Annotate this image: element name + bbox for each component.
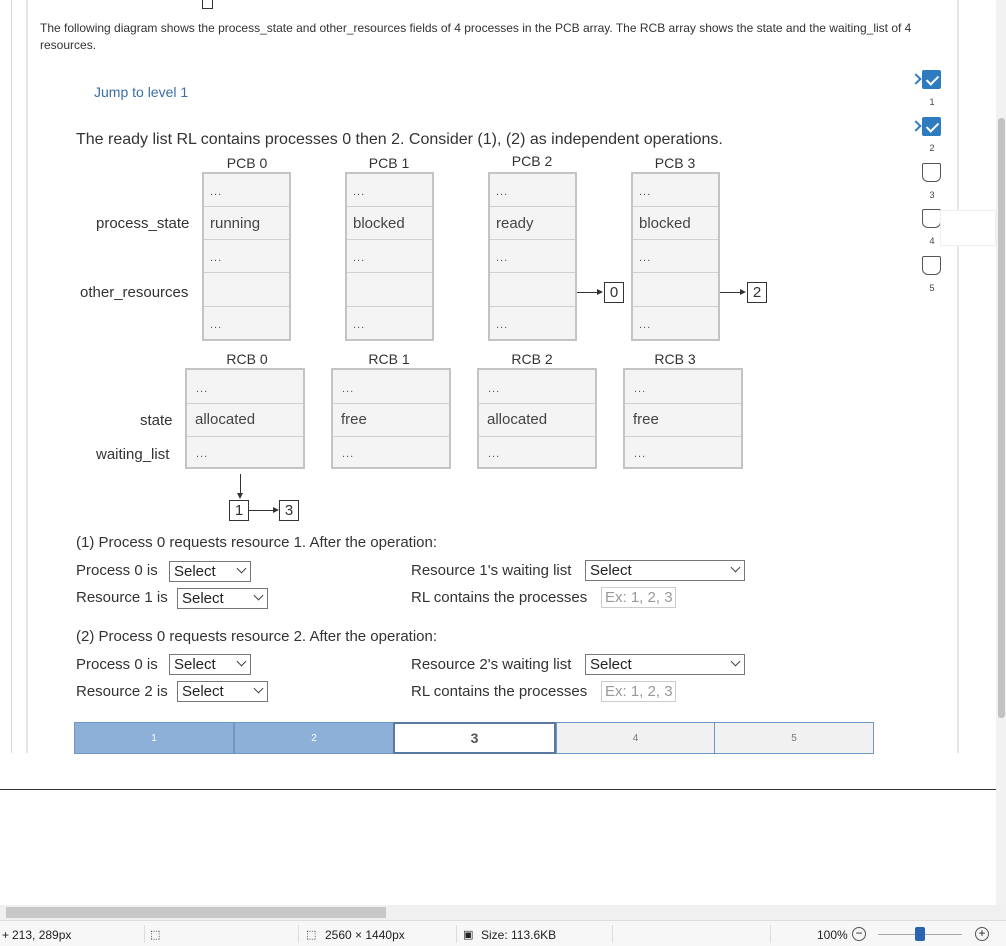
chevron-right-icon bbox=[911, 70, 920, 88]
cursor-icon: + bbox=[2, 928, 10, 942]
rcb-dots: ... bbox=[333, 370, 449, 404]
pcb-header-2: PCB 2 bbox=[511, 153, 553, 169]
left-rule bbox=[11, 0, 12, 753]
zoom-out-icon[interactable]: − bbox=[852, 927, 866, 941]
pcb-state-2: ready bbox=[490, 207, 575, 240]
q1-process-value: Select bbox=[174, 563, 216, 580]
q2-waiting-select[interactable] bbox=[585, 654, 745, 675]
status-separator bbox=[298, 925, 299, 943]
pcb-dots: ... bbox=[347, 240, 432, 273]
rcb-header-3: RCB 3 bbox=[654, 351, 696, 367]
pcb-dots: ... bbox=[490, 174, 575, 207]
other-resources-label: other_resources bbox=[80, 284, 189, 301]
q1-resource-select[interactable] bbox=[177, 588, 268, 609]
image-size-icon: ⬚ bbox=[306, 929, 317, 941]
q2-resource-label: Resource 2 is bbox=[76, 683, 168, 700]
pcb-header-0: PCB 0 bbox=[226, 155, 268, 171]
rcb-header-0: RCB 0 bbox=[226, 351, 268, 367]
pcb2-link-line bbox=[577, 292, 597, 293]
q2-process-label: Process 0 is bbox=[76, 656, 158, 673]
rcb-header-1: RCB 1 bbox=[368, 351, 410, 367]
chevron-down-icon bbox=[254, 684, 264, 694]
q2-rl-input[interactable]: Ex: 1, 2, 3 bbox=[601, 681, 676, 702]
pcb-dots: ... bbox=[633, 240, 718, 273]
q1-title: (1) Process 0 requests resource 1. After the operation: bbox=[76, 534, 438, 551]
q2-process-select[interactable] bbox=[169, 654, 251, 675]
zoom-level: 100% bbox=[817, 928, 848, 942]
rcb-block-0 bbox=[185, 368, 305, 469]
level-check-5[interactable] bbox=[922, 256, 941, 275]
q2-process-value: Select bbox=[174, 656, 216, 673]
chevron-down-icon bbox=[731, 563, 741, 573]
pcb-other-resources-0 bbox=[204, 273, 289, 307]
status-separator bbox=[456, 925, 457, 943]
rcb-dots: ... bbox=[187, 370, 303, 404]
q2-waiting-value: Select bbox=[590, 656, 632, 673]
pcb-dots: ... bbox=[347, 174, 432, 207]
q1-rl-input[interactable]: Ex: 1, 2, 3 bbox=[601, 587, 676, 608]
q2-resource-value: Select bbox=[182, 683, 224, 700]
corner-checkbox[interactable] bbox=[202, 0, 213, 9]
waiting-list-down-arrow bbox=[237, 493, 243, 499]
zoom-in-icon[interactable]: + bbox=[975, 927, 989, 941]
pcb-header-1: PCB 1 bbox=[368, 155, 410, 171]
pcb2-resource-node: 0 bbox=[604, 282, 624, 303]
file-size: Size: 113.6KB bbox=[481, 928, 557, 942]
level-check-1[interactable] bbox=[922, 70, 941, 89]
pcb-block-2 bbox=[488, 172, 577, 341]
rcb-block-1 bbox=[331, 368, 451, 469]
rcb-state-3: free bbox=[625, 404, 741, 437]
q1-waiting-value: Select bbox=[590, 562, 632, 579]
segment-divider bbox=[714, 723, 715, 753]
waiting-link-line bbox=[249, 510, 273, 511]
q1-resource-value: Select bbox=[182, 590, 224, 607]
pcb-state-3: blocked bbox=[633, 207, 718, 240]
save-icon: ▣ bbox=[463, 929, 474, 941]
pcb-dots: ... bbox=[490, 240, 575, 273]
level-check-2[interactable] bbox=[922, 117, 941, 136]
state-label: state bbox=[140, 412, 173, 429]
q1-waiting-select[interactable] bbox=[585, 560, 745, 581]
level-num-4: 4 bbox=[929, 236, 935, 246]
pcb-state-0: running bbox=[204, 207, 289, 240]
waiting-list-label: waiting_list bbox=[96, 446, 170, 463]
q2-waiting-label: Resource 2's waiting list bbox=[411, 656, 572, 673]
q2-rl-label: RL contains the processes bbox=[411, 683, 588, 700]
q2-resource-select[interactable] bbox=[177, 681, 268, 702]
pcb-dots: ... bbox=[210, 319, 223, 331]
pcb-header-3: PCB 3 bbox=[654, 155, 696, 171]
vertical-scroll-thumb[interactable] bbox=[998, 118, 1005, 718]
pcb3-link-line bbox=[720, 292, 740, 293]
status-separator bbox=[612, 925, 613, 943]
pcb-dots: ... bbox=[204, 240, 289, 273]
rcb-state-1: free bbox=[333, 404, 449, 437]
card-left-border bbox=[26, 0, 28, 753]
intro-text: The ready list RL contains processes 0 then 2. Consider (1), (2) as independent operations. bbox=[76, 131, 723, 148]
rcb-dots: ... bbox=[634, 448, 647, 460]
cursor-coords: 213, 289px bbox=[12, 928, 72, 942]
pcb-other-resources-1 bbox=[347, 273, 432, 307]
waiting-list-down-line bbox=[240, 474, 241, 494]
level-segment-2[interactable]: 2 bbox=[234, 722, 394, 754]
rcb-dots: ... bbox=[196, 448, 209, 460]
segment-divider bbox=[234, 723, 235, 753]
level-segment-3[interactable]: 3 bbox=[393, 722, 556, 754]
pcb-state-1: blocked bbox=[347, 207, 432, 240]
pcb-dots: ... bbox=[204, 174, 289, 207]
pcb-other-resources-2 bbox=[490, 273, 575, 307]
rcb-block-2 bbox=[477, 368, 597, 469]
level-segment-4[interactable]: 4 bbox=[556, 722, 715, 754]
horizontal-scroll-thumb[interactable] bbox=[6, 907, 386, 918]
level-check-3[interactable] bbox=[922, 163, 941, 182]
level-num-3: 3 bbox=[929, 190, 935, 200]
process-state-label: process_state bbox=[96, 215, 190, 232]
status-separator bbox=[770, 925, 771, 943]
jump-to-level-link[interactable]: Jump to level 1 bbox=[94, 84, 189, 100]
overlay-strip bbox=[940, 210, 996, 246]
chevron-down-icon bbox=[237, 657, 247, 667]
rcb-state-2: allocated bbox=[479, 404, 595, 437]
pcb2-link-arrow bbox=[597, 289, 603, 295]
level-progress-bar bbox=[74, 722, 874, 754]
chevron-down-icon bbox=[237, 564, 247, 574]
level-num-5: 5 bbox=[929, 283, 935, 293]
pcb-dots: ... bbox=[353, 319, 366, 331]
pcb-dots: ... bbox=[639, 319, 652, 331]
chevron-right-icon bbox=[911, 117, 920, 135]
rcb-dots: ... bbox=[488, 448, 501, 460]
selection-icon[interactable]: ⬚ bbox=[150, 929, 161, 941]
pcb3-resource-node: 2 bbox=[747, 282, 767, 303]
pcb-dots: ... bbox=[496, 319, 509, 331]
rcb-state-0: allocated bbox=[187, 404, 303, 437]
level-num-2: 2 bbox=[929, 143, 935, 153]
rcb-dots: ... bbox=[625, 370, 741, 404]
pcb-block-0 bbox=[202, 172, 291, 341]
q1-waiting-label: Resource 1's waiting list bbox=[411, 562, 572, 579]
card-right-border bbox=[957, 0, 959, 753]
rcb-dots: ... bbox=[479, 370, 595, 404]
pcb-block-1 bbox=[345, 172, 434, 341]
chevron-down-icon bbox=[254, 591, 264, 601]
description: The following diagram shows the process_state and other_resources fields of 4 processes in the PCB array. The RCB array shows the state and the waiting_list of 4 resources. bbox=[40, 21, 912, 52]
level-segment-1[interactable]: 1 bbox=[74, 722, 234, 754]
pcb-block-3 bbox=[631, 172, 720, 341]
rcb-header-2: RCB 2 bbox=[511, 351, 553, 367]
q1-rl-label: RL contains the processes bbox=[411, 589, 588, 606]
rcb-block-3 bbox=[623, 368, 743, 469]
level-check-4[interactable] bbox=[922, 209, 941, 228]
rcb-dots: ... bbox=[342, 448, 355, 460]
status-bar bbox=[0, 920, 1006, 946]
level-segment-5[interactable]: 5 bbox=[714, 722, 874, 754]
level-num-1: 1 bbox=[929, 97, 935, 107]
pcb-other-resources-3 bbox=[633, 273, 718, 307]
q1-resource-label: Resource 1 is bbox=[76, 589, 168, 606]
waiting-node-2: 3 bbox=[279, 500, 299, 521]
zoom-slider-thumb[interactable] bbox=[915, 927, 925, 941]
q1-process-label: Process 0 is bbox=[76, 562, 158, 579]
q2-title: (2) Process 0 requests resource 2. After the operation: bbox=[76, 628, 438, 645]
pcb-dots: ... bbox=[633, 174, 718, 207]
image-dimensions: 2560 × 1440px bbox=[325, 928, 405, 942]
status-separator bbox=[144, 925, 145, 943]
q1-process-select[interactable] bbox=[169, 561, 251, 582]
waiting-node-1: 1 bbox=[229, 500, 249, 521]
chevron-down-icon bbox=[731, 657, 741, 667]
image-bottom-edge bbox=[0, 789, 996, 790]
pcb3-link-arrow bbox=[740, 289, 746, 295]
